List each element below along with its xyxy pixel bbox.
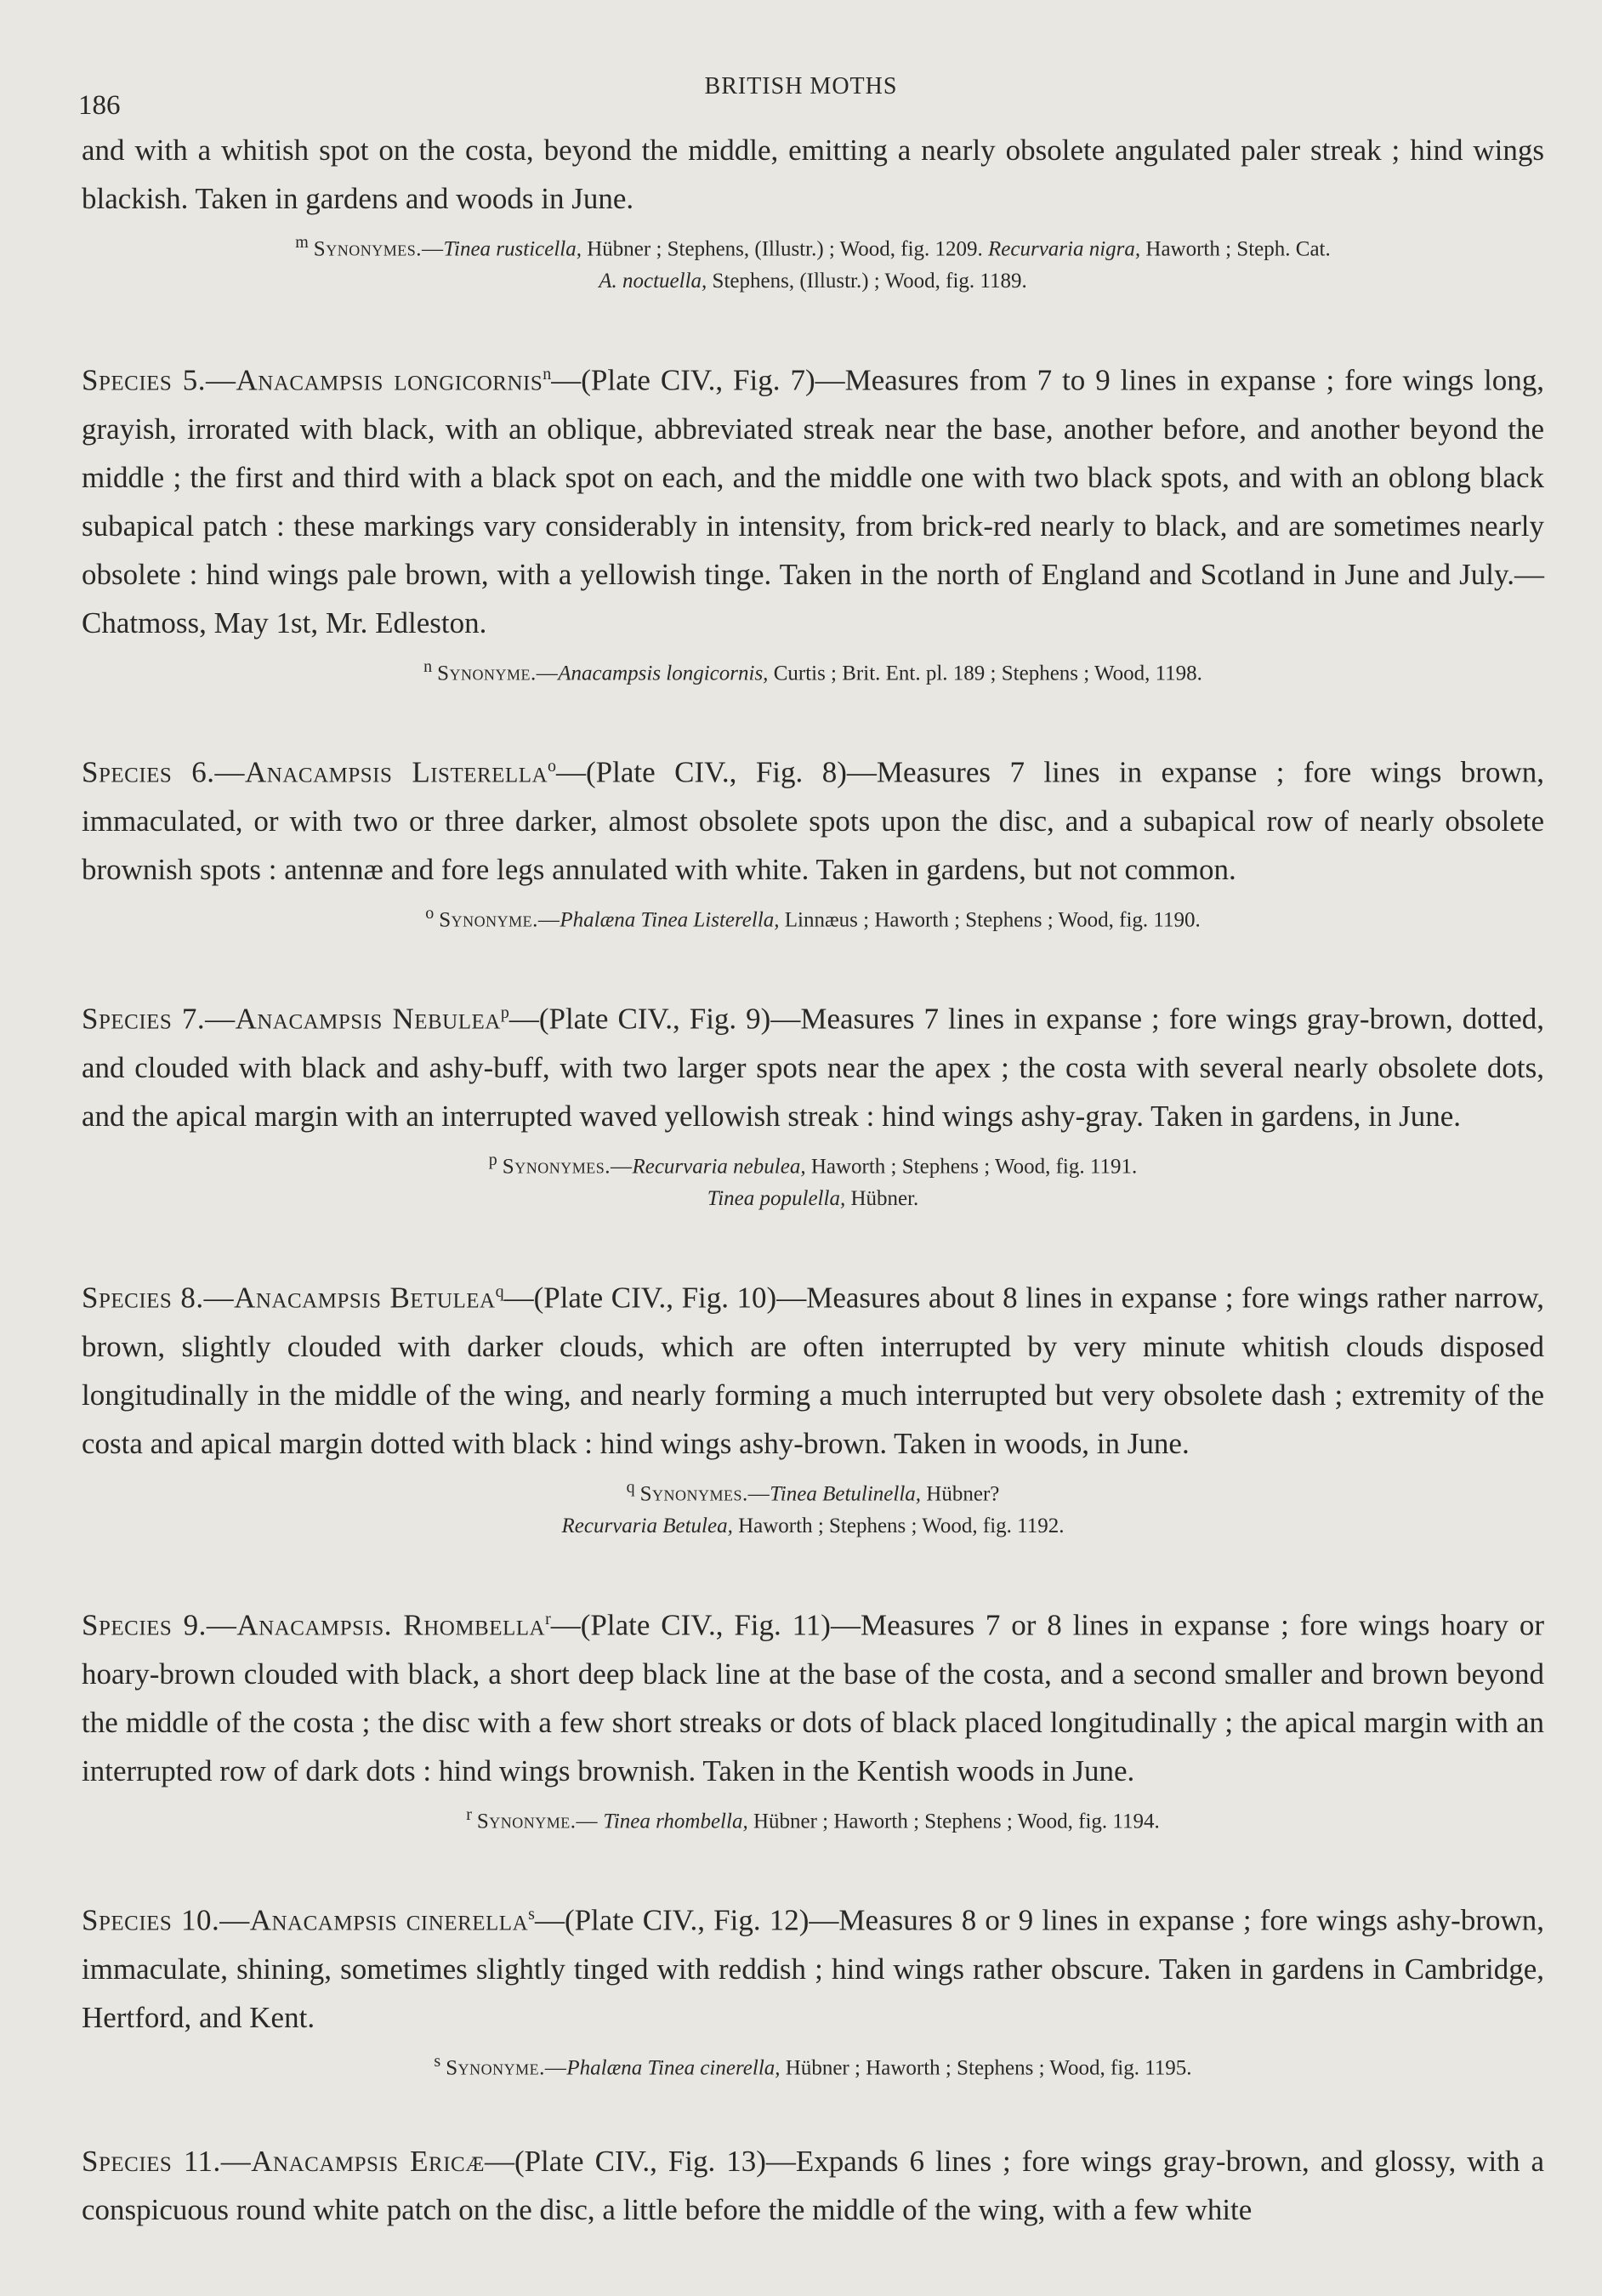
synonym-refs: Hübner.	[845, 1187, 919, 1211]
synonym-refs: Hübner ; Haworth ; Stephens ; Wood, fig. 1194.	[747, 1810, 1160, 1833]
synonym-name: Tinea populella,	[707, 1187, 846, 1211]
footnote-ref: p	[500, 1003, 509, 1023]
footnote-m	[82, 226, 1544, 298]
page-number: 186	[78, 90, 121, 121]
footnote-p	[82, 1144, 1544, 1215]
footnote-r	[82, 1799, 1544, 1838]
synonym-label: Synonyme.—	[437, 662, 559, 685]
species-description	[82, 989, 1544, 1140]
synonym-label: Synonymes.—	[313, 237, 444, 261]
footnote-marker: r	[466, 1804, 472, 1824]
footnote-o	[82, 897, 1544, 936]
species-heading: Species 8.—Anacampsis Betulea	[82, 1281, 496, 1315]
species-entry-8	[82, 1268, 1544, 1543]
species-text: —(Plate CIV., Fig. 9)—Measures 7 lines in expanse ; fore wings gray-brown, dotted, and clouded with black and ashy-buff, with two larger spots near the apex ; the costa with several nearly obsolete dots, and the apical margin with an interrupted waved yellowish streak : hind wings ashy-gray. Taken in gardens, in June.	[82, 1002, 1544, 1133]
species-entry-7	[82, 989, 1544, 1215]
species-description	[82, 2137, 1544, 2234]
footnote-n	[82, 651, 1544, 690]
synonym-refs: Haworth ; Steph. Cat.	[1140, 237, 1331, 261]
species-heading: Species 9.—Anacampsis. Rhombella	[82, 1608, 546, 1642]
species-heading: Species 10.—Anacampsis cinerella	[82, 1903, 529, 1937]
species-text: —(Plate CIV., Fig. 10)—Measures about 8 lines in expanse ; fore wings rather narrow, brown, slightly clouded with darker clouds, which are often interrupted by very minute whitish clouds disposed longitudinally in the middle of the wing, and nearly forming a much interrupted but very obsolete dash ; extremity of the costa and apical margin dotted with black : hind wings ashy-brown. Taken in woods, in June.	[82, 1281, 1544, 1460]
species-text: —(Plate CIV., Fig. 8)—Measures 7 lines in expanse ; fore wings brown, immaculated, or with two or three darker, almost obsolete spots upon the disc, and a subapical row of nearly obsolete brownish spots : antennæ and fore legs annulated with white. Taken in gardens, but not common.	[82, 755, 1544, 886]
synonym-refs: Stephens, (Illustr.) ; Wood, fig. 1189.	[707, 270, 1027, 293]
species-text: —(Plate CIV., Fig. 12)—Measures 8 or 9 lines in expanse ; fore wings ashy-brown, immaculate, shining, sometimes slightly tinged with reddish ; hind wings rather obscure. Taken in gardens in Cambridge, Hertford, and Kent.	[82, 1903, 1545, 2034]
species-text: —(Plate CIV., Fig. 7)—Measures from 7 to 9 lines in expanse ; fore wings long, grayish, irrorated with black, with an oblique, abbreviated streak near the base, another before, and another beyond the middle ; the first and third with a black spot on each, and the middle one with two black spots, and with an oblong black subapical patch : these markings vary considerably in intensity, from brick-red nearly to black, and are sometimes nearly obsolete : hind wings pale brown, with a yellowish tinge. Taken in the north of England and Scotland in June and July.—Chatmoss, May 1st, Mr. Edleston.	[82, 363, 1545, 639]
synonym-name: A. noctuella,	[599, 270, 707, 293]
footnote-marker: q	[626, 1477, 635, 1497]
synonym-name: Recurvaria nebulea,	[632, 1155, 806, 1179]
species-entry-10	[82, 1890, 1544, 2084]
synonym-name: Anacampsis longicornis,	[558, 662, 769, 685]
synonym-refs: Haworth ; Stephens ; Wood, fig. 1191.	[805, 1155, 1138, 1179]
page-body	[82, 126, 1544, 2234]
synonym-label: Synonyme.—	[476, 1810, 599, 1833]
species-description	[82, 742, 1544, 894]
footnote-ref: r	[545, 1610, 551, 1629]
synonym-name: Phalæna Tinea Listerella,	[560, 908, 780, 932]
synonym-refs: Haworth ; Stephens ; Wood, fig. 1192.	[732, 1515, 1065, 1538]
synonym-name: Tinea rhombella,	[598, 1810, 748, 1833]
footnote-marker: n	[423, 656, 433, 676]
footnote-ref: q	[495, 1282, 504, 1302]
footnote-marker: p	[488, 1150, 497, 1169]
synonym-label: Synonyme.—	[439, 908, 560, 932]
synonym-refs: Hübner ; Haworth ; Stephens ; Wood, fig. 1195.	[780, 2056, 1192, 2080]
synonym-label: Synonymes.—	[502, 1155, 633, 1179]
footnote-marker: o	[425, 903, 435, 923]
paragraph-continuation: and with a whitish spot on the costa, beyond the middle, emitting a nearly obsolete angulated paler streak ; hind wings blackish. Taken in gardens and woods in June.	[82, 134, 1544, 215]
footnote-ref: o	[548, 757, 557, 776]
footnote-s	[82, 2045, 1544, 2084]
synonym-name: Phalæna Tinea cinerella,	[566, 2056, 781, 2080]
species-heading: Species 5.—Anacampsis longicornis	[82, 363, 543, 397]
synonym-label: Synonymes.—	[639, 1482, 770, 1506]
running-title: BRITISH MOTHS	[704, 73, 898, 99]
synonym-refs: Hübner?	[921, 1482, 1000, 1506]
synonym-name: Recurvaria nigra,	[988, 237, 1141, 261]
species-heading: Species 11.—Anacampsis Ericæ	[82, 2145, 485, 2179]
species-text: —(Plate CIV., Fig. 13)—Expands 6 lines ; fore wings gray-brown, and glossy, with a conspicuous round white patch on the disc, a little before the middle of the wing, with a few white	[82, 2145, 1544, 2227]
synonym-name: Tinea Betulinella,	[770, 1482, 922, 1506]
footnote-marker: s	[434, 2051, 441, 2071]
species-entry-11	[82, 2137, 1544, 2234]
synonym-refs: Hübner ; Stephens, (Illustr.) ; Wood, fig. 1209.	[581, 237, 989, 261]
footnote-q	[82, 1471, 1544, 1543]
synonym-refs: Curtis ; Brit. Ent. pl. 189 ; Stephens ; Wood, 1198.	[768, 662, 1202, 685]
synonym-label: Synonyme.—	[446, 2056, 567, 2080]
synonym-refs: Linnæus ; Haworth ; Stephens ; Wood, fig. 1190.	[779, 908, 1201, 932]
footnote-marker: m	[295, 233, 309, 252]
synonym-name: Tinea rusticella,	[443, 237, 582, 261]
species-description	[82, 1890, 1544, 2042]
species-description	[82, 1268, 1544, 1468]
species-entry-5	[82, 350, 1544, 690]
footnote-ref: s	[528, 1905, 535, 1924]
footnote-ref: n	[543, 365, 552, 384]
species-description	[82, 1595, 1544, 1795]
species-text: —(Plate CIV., Fig. 11)—Measures 7 or 8 lines in expanse ; fore wings hoary or hoary-brown clouded with black, a short deep black line at the base of the costa, and a second smaller and brown beyond the middle of the costa ; the disc with a few short streaks or dots of black placed longitudinally ; the apical margin with an interrupted row of dark dots : hind wings brownish. Taken in the Kentish woods in June.	[82, 1608, 1545, 1787]
species-heading: Species 6.—Anacampsis Listerella	[82, 755, 548, 789]
synonym-name: Recurvaria Betulea,	[561, 1515, 733, 1538]
species-description	[82, 350, 1544, 647]
species-entry-6	[82, 742, 1544, 936]
entry-continuation	[82, 126, 1544, 298]
species-heading: Species 7.—Anacampsis Nebulea	[82, 1002, 501, 1036]
species-entry-9	[82, 1595, 1544, 1838]
